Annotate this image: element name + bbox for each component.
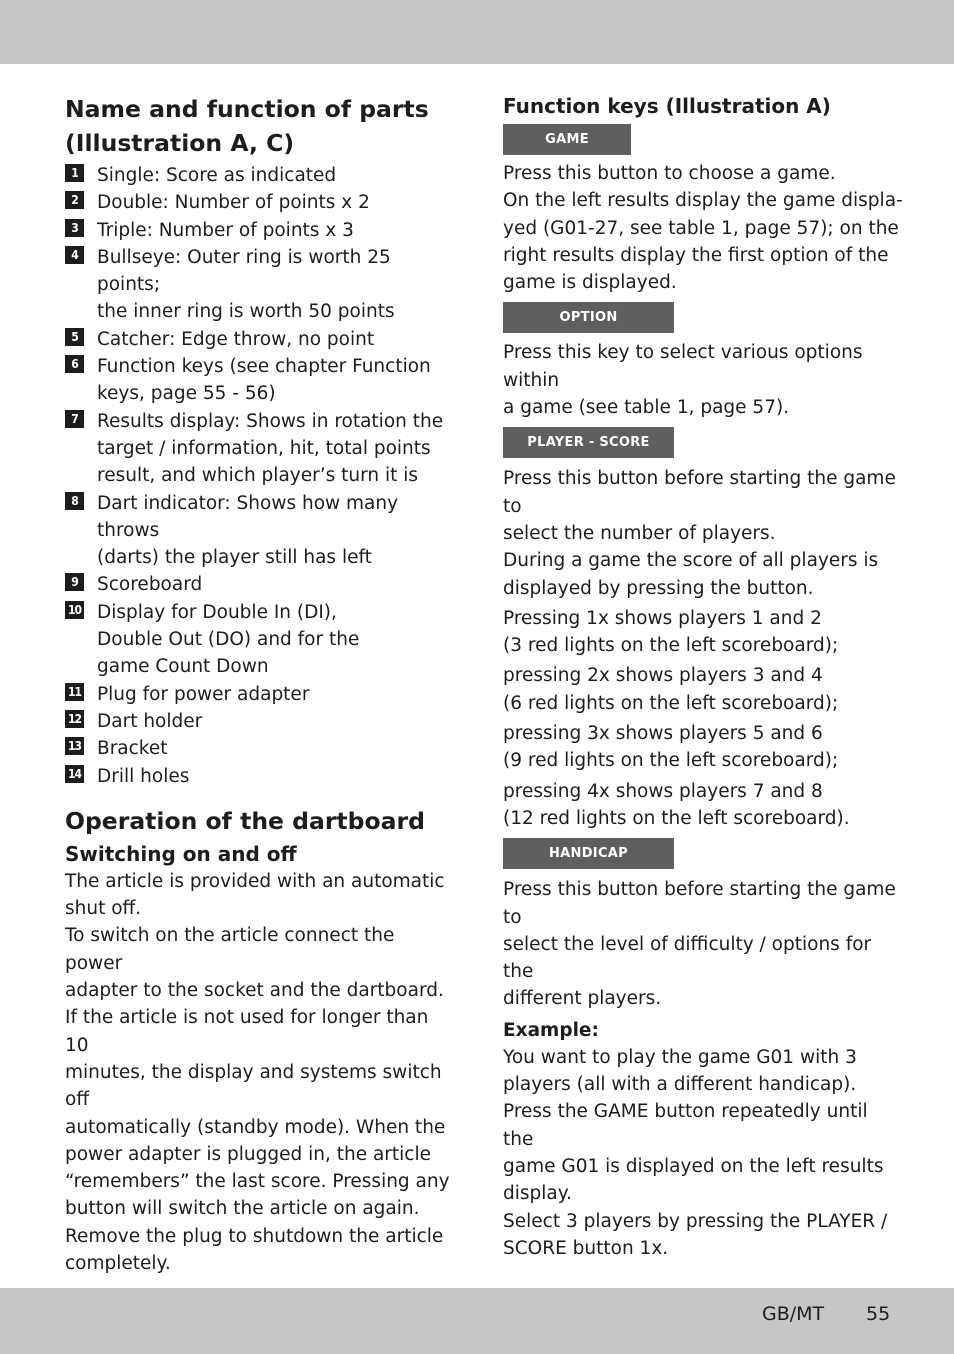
text-line: Press this key to select various options within: [503, 342, 863, 391]
text-line: The article is provided with an automatic: [65, 870, 445, 892]
part-description: [97, 192, 370, 213]
game-description: [503, 160, 903, 296]
text-line: SCORE button 1x.: [503, 1237, 669, 1259]
part-number-badge: 11: [65, 683, 84, 701]
part-item: [65, 162, 455, 189]
part-number-badge: 6: [65, 355, 84, 373]
text-line: Function keys (see chapter Function: [97, 356, 431, 378]
footer-language: GB/MT: [762, 1303, 825, 1325]
text-line: game Count Down: [97, 656, 269, 678]
part-number-badge: 3: [65, 219, 84, 237]
text-line: button will switch the article on again.: [65, 1198, 420, 1220]
text-line: Drill holes: [97, 765, 190, 787]
example-description: [503, 1044, 903, 1262]
text-line: If the article is not used for longer than 10: [65, 1007, 429, 1056]
part-number-badge: 7: [65, 410, 84, 428]
part-number-badge: 5: [65, 328, 84, 346]
text-line: Remove the plug to shutdown the article: [65, 1225, 444, 1247]
text-line: Bracket: [97, 738, 168, 760]
text-line: pressing 4x shows players 7 and 8: [503, 780, 823, 802]
part-description: [97, 329, 374, 350]
text-line: (9 red lights on the left scoreboard);: [503, 750, 839, 772]
part-item: [65, 189, 455, 216]
text-line: Double Out (DO) and for the: [97, 629, 360, 651]
part-number-badge: 2: [65, 191, 84, 209]
text-line: select the number of players.: [503, 522, 776, 544]
press-group: [503, 778, 903, 833]
text-line: keys, page 55 - 56): [97, 383, 276, 405]
part-item: [65, 735, 455, 762]
text-line: Single: Score as indicated: [97, 165, 337, 186]
text-line: Scoreboard: [97, 574, 203, 596]
text-line: Pressing 1x shows players 1 and 2: [503, 607, 822, 629]
text-line: Dart indicator: Shows how many throws: [97, 492, 399, 541]
part-item: [65, 571, 455, 598]
text-line: To switch on the article connect the power: [65, 925, 395, 974]
parts-list: [65, 162, 455, 790]
text-line: automatically (standby mode). When the: [65, 1116, 446, 1138]
parts-heading-line1: Name and function of parts: [65, 95, 429, 123]
text-line: power adapter is plugged in, the article: [65, 1143, 431, 1165]
part-item: [65, 326, 455, 353]
text-line: Bullseye: Outer ring is worth 25 points;: [97, 246, 391, 296]
part-item: [65, 681, 455, 708]
example-label: Example:: [503, 1019, 599, 1041]
parts-heading-line2: (Illustration A, C): [65, 129, 295, 157]
part-number-badge: 1: [65, 164, 84, 182]
text-line: (12 red lights on the left scoreboard).: [503, 807, 850, 829]
text-line: displayed by pressing the button.: [503, 577, 814, 599]
text-line: Press the GAME button repeatedly until the: [503, 1101, 868, 1150]
text-line: Press this button before starting the game to: [503, 468, 896, 517]
part-description: [97, 766, 189, 787]
function-keys-heading: Function keys (Illustration A): [503, 94, 831, 118]
text-line: Triple: Number of points x 3: [97, 219, 354, 241]
text-line: (3 red lights on the left scoreboard);: [503, 635, 839, 657]
part-description: [97, 356, 431, 404]
part-number-badge: 4: [65, 246, 84, 264]
switching-paragraph: [65, 868, 455, 1277]
press-groups: [503, 605, 903, 832]
text-line: pressing 2x shows players 3 and 4: [503, 665, 823, 687]
text-line: Press this button before starting the game to: [503, 879, 896, 928]
part-number-badge: 10: [65, 601, 84, 619]
part-description: [97, 165, 336, 186]
parts-heading: [65, 92, 455, 160]
text-line: right results display the first option of the: [503, 244, 889, 266]
text-line: players (all with a different handicap).: [503, 1074, 857, 1096]
text-line: (6 red lights on the left scoreboard);: [503, 692, 839, 714]
text-line: minutes, the display and systems switch off: [65, 1061, 442, 1111]
option-description: [503, 339, 903, 421]
header-band: [0, 0, 954, 64]
operation-heading: Operation of the dartboard: [65, 806, 425, 835]
part-number-badge: 13: [65, 737, 84, 755]
part-description: [97, 602, 359, 678]
part-description: [97, 711, 202, 732]
text-line: pressing 3x shows players 5 and 6: [503, 723, 823, 745]
press-group: [503, 605, 903, 660]
player-score-description: [503, 465, 903, 601]
text-line: On the left results display the game displa-: [503, 190, 903, 212]
text-line: Press this button to choose a game.: [503, 163, 836, 184]
text-line: yed (G01-27, see table 1, page 57); on the: [503, 217, 899, 239]
text-line: adapter to the socket and the dartboard.: [65, 980, 444, 1002]
part-description: [97, 220, 354, 241]
text-line: Catcher: Edge throw, no point: [97, 328, 375, 350]
text-line: (darts) the player still has left: [97, 547, 372, 569]
text-line: game G01 is displayed on the left results: [503, 1155, 884, 1177]
part-description: [97, 411, 443, 487]
text-line: target / information, hit, total points: [97, 437, 431, 459]
text-line: shut off.: [65, 898, 142, 920]
text-line: completely.: [65, 1252, 171, 1274]
text-line: result, and which player’s turn it is: [97, 465, 419, 487]
part-description: [97, 684, 309, 705]
text-line: different players.: [503, 988, 662, 1010]
option-key-label: OPTION: [503, 302, 674, 333]
text-line: Plug for power adapter: [97, 683, 310, 705]
text-line: the inner ring is worth 50 points: [97, 301, 395, 323]
text-line: Results display: Shows in rotation the: [97, 410, 444, 432]
part-description: [97, 247, 395, 323]
text-line: Dart holder: [97, 710, 203, 732]
text-line: Select 3 players by pressing the PLAYER /: [503, 1210, 888, 1232]
left-column: [65, 92, 455, 1277]
part-number-badge: 12: [65, 710, 84, 728]
part-item: [65, 490, 455, 572]
part-number-badge: 9: [65, 573, 84, 591]
part-item: [65, 599, 455, 681]
press-group: [503, 662, 903, 717]
part-description: [97, 574, 202, 595]
part-item: [65, 244, 455, 326]
handicap-key-label: HANDICAP: [503, 838, 674, 869]
text-line: You want to play the game G01 with 3: [503, 1046, 857, 1068]
part-description: [97, 738, 168, 759]
switching-heading: Switching on and off: [65, 841, 297, 866]
text-line: Display for Double In (DI),: [97, 601, 337, 623]
part-number-badge: 8: [65, 492, 84, 510]
part-item: [65, 353, 455, 408]
text-line: game is displayed.: [503, 272, 677, 294]
text-line: “remembers” the last score. Pressing any: [65, 1171, 450, 1193]
right-column: [503, 92, 903, 1262]
text-line: a game (see table 1, page 57).: [503, 397, 790, 419]
text-line: During a game the score of all players is: [503, 550, 879, 572]
text-line: display.: [503, 1183, 572, 1205]
part-item: [65, 763, 455, 790]
part-number-badge: 14: [65, 765, 84, 783]
part-item: [65, 408, 455, 490]
game-key-label: GAME: [503, 124, 631, 155]
text-line: Double: Number of points x 2: [97, 192, 370, 214]
player-score-key-label: PLAYER - SCORE: [503, 427, 674, 458]
text-line: select the level of difficulty / options for the: [503, 933, 872, 983]
press-group: [503, 720, 903, 775]
handicap-description: [503, 876, 903, 1012]
part-item: [65, 708, 455, 735]
part-item: [65, 217, 455, 244]
page-number: 55: [866, 1303, 891, 1325]
part-description: [97, 493, 398, 569]
